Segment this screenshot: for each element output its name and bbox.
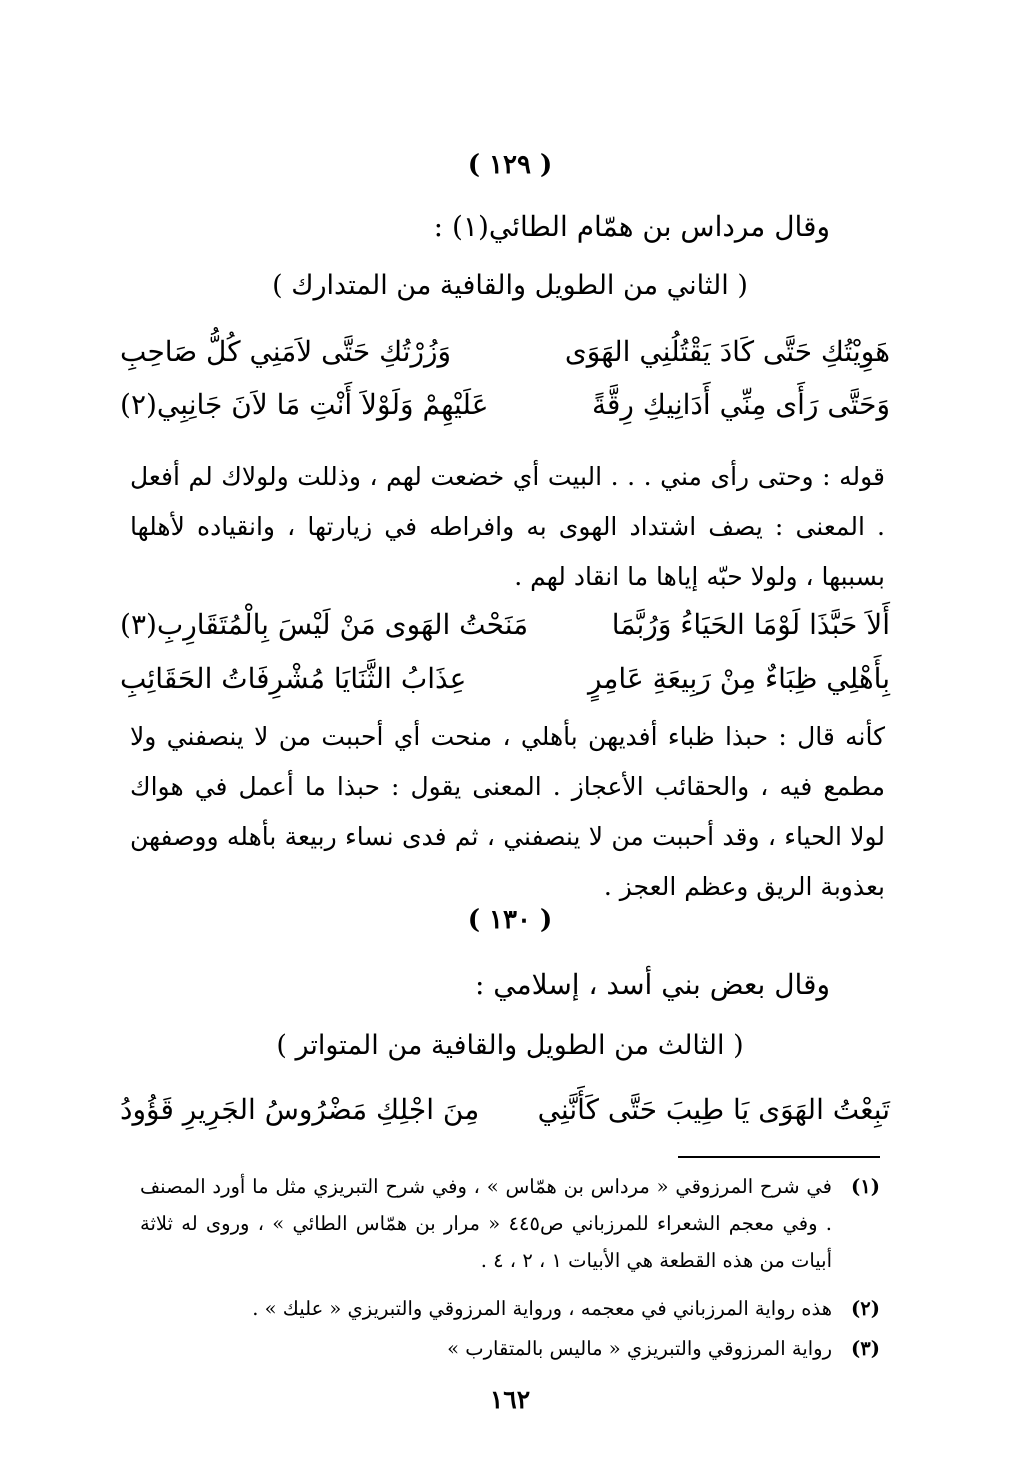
section-number: ( ١٢٩ ) bbox=[467, 150, 553, 180]
verse-line bbox=[120, 1093, 890, 1143]
meter-heading: ( الثاني من الطويل والقافية من المتدارك ) bbox=[272, 270, 748, 301]
verse-line bbox=[120, 335, 890, 385]
verse-hemistich-first: وَحَتَّى رَأَى مِنِّي أَدَانِيكِ رِقَّةً bbox=[591, 388, 890, 421]
footnote-text: في شرح المرزوقي « مرداس بن همّاس » ، وفي شرح التبريزي مثل ما أورد المصنف . وفي معجم الشعراء للمرزباني ص٤٤٥ « مرار بن همّاس الطائي » ، وروى له ثلاثة أبيات من هذه القطعة هي الأبيات ١ ، ٢ ، ٤ . bbox=[140, 1175, 832, 1272]
footnote bbox=[140, 1168, 880, 1279]
commentary-paragraph: كأنه قال : حبذا ظباء أفديهن بأهلي ، منحت أي أحببت من لا ينصفني ولا مطمع فيه ، والحقائب الأعجاز . المعنى يقول : حبذا ما أعمل في هواك لولا الحياء ، وقد أحببت من لا ينصفني ، ثم فدى نساء ربيعة بأهله ووصفهن بعذوبة الريق وعظم العجز . bbox=[130, 722, 885, 901]
verse-hemistich-first: بِأَهْلِي ظِبَاءٌ مِنْ رَبِيعَةِ عَامِرٍ bbox=[587, 662, 890, 695]
verse-hemistich-second: وَزُرْتُكِ حَتَّى لاَمَنِي كُلُّ صَاحِبِ bbox=[120, 335, 452, 368]
verse-hemistich-first: هَوِيْتُكِ حَتَّى كَادَ يَقْتُلُنِي الهَوَى bbox=[564, 335, 890, 368]
meter-heading: ( الثالث من الطويل والقافية من المتواتر ) bbox=[276, 1030, 744, 1061]
verse-hemistich-first: تَبِعْتُ الهَوَى يَا طِيبَ حَتَّى كَأَنَّنِي bbox=[537, 1093, 890, 1126]
footnote-mark: (٣) bbox=[851, 1337, 880, 1360]
verse-line bbox=[120, 662, 890, 712]
footnote-mark: (١) bbox=[851, 1175, 880, 1198]
footnote bbox=[140, 1330, 880, 1367]
verse-hemistich-second: عَلَيْهِمْ وَلَوْلاَ أَنْتِ مَا لاَنَ جَانِبِي(٢) bbox=[120, 388, 489, 421]
verse-line bbox=[120, 608, 890, 658]
footnote-mark: (٢) bbox=[851, 1297, 880, 1320]
page-number: ١٦٢ bbox=[489, 1385, 531, 1414]
footnote-text: رواية المرزوقي والتبريزي « ماليس بالمتقارب » bbox=[447, 1337, 832, 1360]
footnote-text: هذه رواية المرزباني في معجمه ، ورواية المرزوقي والتبريزي « عليك » . bbox=[252, 1297, 832, 1320]
verse-hemistich-first: أَلاَ حَبَّذَا لَوْمَا الحَيَاءُ وَرُبَّمَا bbox=[611, 608, 890, 641]
footnote bbox=[140, 1290, 880, 1327]
section-number: ( ١٣٠ ) bbox=[467, 905, 553, 935]
commentary-paragraph: قوله : وحتى رأى مني . . . البيت أي خضعت لهم ، وذللت ولولاك لم أفعل . المعنى : يصف اشتداد الهوى به وافراطه في زيارتها ، وانقياده لأهلها بسببها ، ولولا حبّه إياها ما انقاد لهم . bbox=[130, 462, 885, 591]
section-intro: وقال مرداس بن همّام الطائي(١) : bbox=[433, 210, 830, 243]
section-intro: وقال بعض بني أسد ، إسلامي : bbox=[474, 968, 830, 1001]
verse-hemistich-second: مَنَحْتُ الهَوى مَنْ لَيْسَ بِالْمُتَقَارِبِ(٣) bbox=[120, 608, 529, 641]
footnote-rule bbox=[678, 1156, 880, 1158]
verse-hemistich-second: عِذَابُ الثَّنَايَا مُشْرِفَاتُ الحَقَائِبِ bbox=[120, 662, 467, 695]
verse-line bbox=[120, 388, 890, 438]
verse-hemistich-second: مِنَ اجْلِكِ مَضْرُوسُ الجَرِيرِ قَؤُودُ bbox=[120, 1093, 480, 1126]
